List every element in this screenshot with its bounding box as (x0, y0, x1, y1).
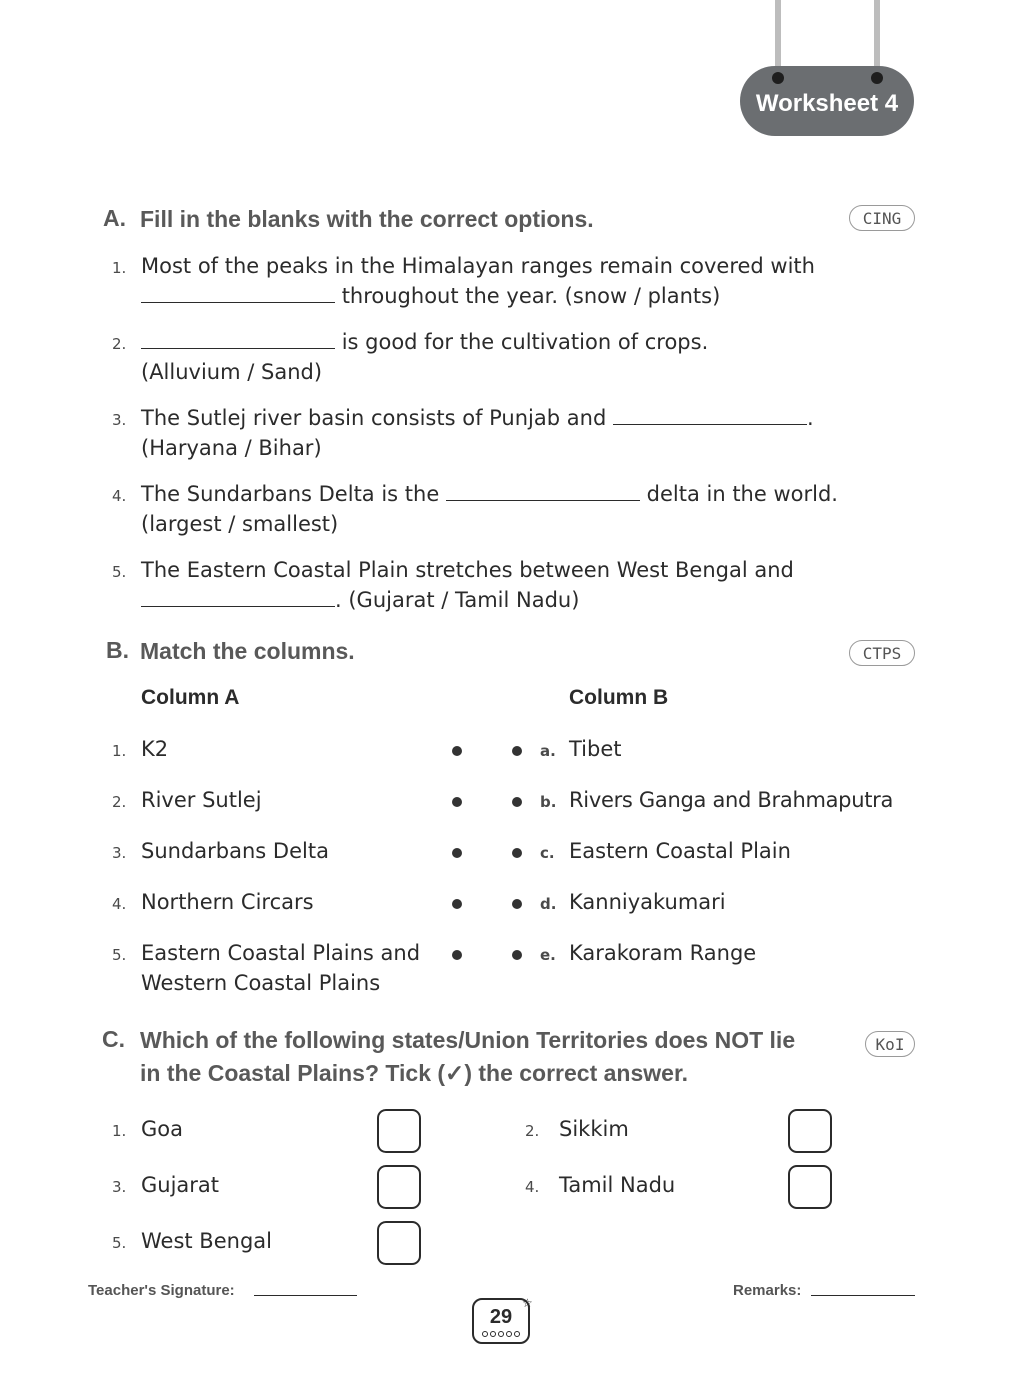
section-b-letter: B. (106, 637, 129, 663)
section-a-title: Fill in the blanks with the correct options. (140, 206, 594, 232)
question-options: (Haryana / Bihar) (141, 436, 322, 460)
column-a-item: K2 (141, 737, 169, 761)
question-options: (Alluvium / Sand) (141, 360, 323, 384)
match-number: 4. (112, 895, 127, 913)
question-text: The Eastern Coastal Plain stretches between West Bengal and (141, 558, 794, 582)
match-number: 2. (112, 793, 127, 811)
page-number-decoration (482, 1331, 520, 1337)
question-text: delta in the world. (646, 482, 838, 506)
tick-box-goa[interactable] (377, 1109, 421, 1153)
answer-blank[interactable] (141, 592, 335, 607)
teacher-signature-line[interactable] (254, 1295, 357, 1296)
option-number: 3. (112, 1178, 127, 1196)
column-b-item: Rivers Ganga and Brahmaputra (569, 788, 894, 812)
option-label: Goa (141, 1117, 183, 1141)
worksheet-label: Worksheet 4 (755, 90, 899, 117)
hanger-dot-right (871, 72, 883, 84)
option-label: Sikkim (559, 1117, 629, 1141)
page-number: 29 (489, 1306, 513, 1328)
match-dot-b[interactable] (512, 950, 522, 960)
match-dot-a[interactable] (452, 950, 462, 960)
tick-box-west-bengal[interactable] (377, 1221, 421, 1265)
tick-box-tamil-nadu[interactable] (788, 1165, 832, 1209)
question-number: 5. (112, 563, 127, 581)
question-text: Most of the peaks in the Himalayan ranges remain covered with (141, 254, 815, 278)
match-letter: a. (540, 742, 556, 760)
answer-blank[interactable] (141, 288, 335, 303)
tick-box-sikkim[interactable] (788, 1109, 832, 1153)
hanger-dot-left (772, 72, 784, 84)
remarks-label: Remarks: (733, 1282, 802, 1299)
question-line (141, 585, 579, 615)
section-a-letter: A. (103, 205, 126, 231)
match-dot-b[interactable] (512, 848, 522, 858)
teacher-signature-label: Teacher's Signature: (88, 1282, 235, 1299)
question-text: throughout the year. (snow / plants) (341, 284, 721, 308)
star-icon: ☆ (522, 1296, 533, 1310)
match-letter: c. (540, 844, 555, 862)
section-a-badge: CING (849, 205, 915, 231)
match-letter: e. (540, 946, 556, 964)
question-text: The Sundarbans Delta is the (141, 482, 440, 506)
question-line (141, 281, 720, 311)
option-label: Tamil Nadu (559, 1173, 676, 1197)
question-text: is good for the cultivation of crops. (341, 330, 709, 354)
option-number: 1. (112, 1122, 127, 1140)
column-a-item: Northern Circars (141, 890, 314, 914)
section-c-badge: KoI (865, 1031, 915, 1057)
question-number: 2. (112, 335, 127, 353)
column-b-item: Karakoram Range (569, 941, 757, 965)
question-text: The Sutlej river basin consists of Punjab and (141, 406, 607, 430)
option-label: Gujarat (141, 1173, 220, 1197)
answer-blank[interactable] (613, 410, 807, 425)
option-number: 4. (525, 1178, 540, 1196)
section-c-title-line2: in the Coastal Plains? Tick (✓) the correct answer. (140, 1060, 689, 1086)
question-line (141, 403, 814, 433)
section-c-title-line1: Which of the following states/Union Territories does NOT lie (140, 1027, 796, 1053)
option-label: West Bengal (141, 1229, 272, 1253)
option-number: 2. (525, 1122, 540, 1140)
column-b-header: Column B (569, 686, 669, 709)
remarks-line[interactable] (811, 1295, 915, 1296)
column-b-item: Kanniyakumari (569, 890, 726, 914)
column-a-item: River Sutlej (141, 788, 262, 812)
answer-blank[interactable] (141, 334, 335, 349)
match-dot-b[interactable] (512, 797, 522, 807)
match-number: 5. (112, 946, 127, 964)
question-number: 3. (112, 411, 127, 429)
match-dot-a[interactable] (452, 899, 462, 909)
question-line (141, 327, 708, 357)
worksheet-tag (740, 66, 914, 136)
match-number: 3. (112, 844, 127, 862)
match-letter: d. (540, 895, 557, 913)
section-b-title: Match the columns. (140, 638, 355, 664)
match-dot-a[interactable] (452, 746, 462, 756)
match-dot-a[interactable] (452, 848, 462, 858)
column-b-item: Tibet (569, 737, 622, 761)
answer-blank[interactable] (446, 486, 640, 501)
match-letter: b. (540, 793, 557, 811)
option-number: 5. (112, 1234, 127, 1252)
question-line (141, 479, 838, 509)
column-b-item: Eastern Coastal Plain (569, 839, 791, 863)
question-options: (largest / smallest) (141, 512, 339, 536)
section-b-badge: CTPS (849, 640, 915, 666)
match-dot-a[interactable] (452, 797, 462, 807)
match-number: 1. (112, 742, 127, 760)
section-c-letter: C. (102, 1026, 125, 1052)
column-a-item-line2: Western Coastal Plains (141, 971, 381, 995)
question-number: 4. (112, 487, 127, 505)
tick-box-gujarat[interactable] (377, 1165, 421, 1209)
question-number: 1. (112, 259, 127, 277)
question-punctuation: . (806, 406, 814, 430)
match-dot-b[interactable] (512, 746, 522, 756)
question-text: . (Gujarat / Tamil Nadu) (335, 588, 580, 612)
match-dot-b[interactable] (512, 899, 522, 909)
column-a-header: Column A (141, 686, 240, 709)
column-a-item: Eastern Coastal Plains and (141, 941, 421, 965)
column-a-item: Sundarbans Delta (141, 839, 329, 863)
